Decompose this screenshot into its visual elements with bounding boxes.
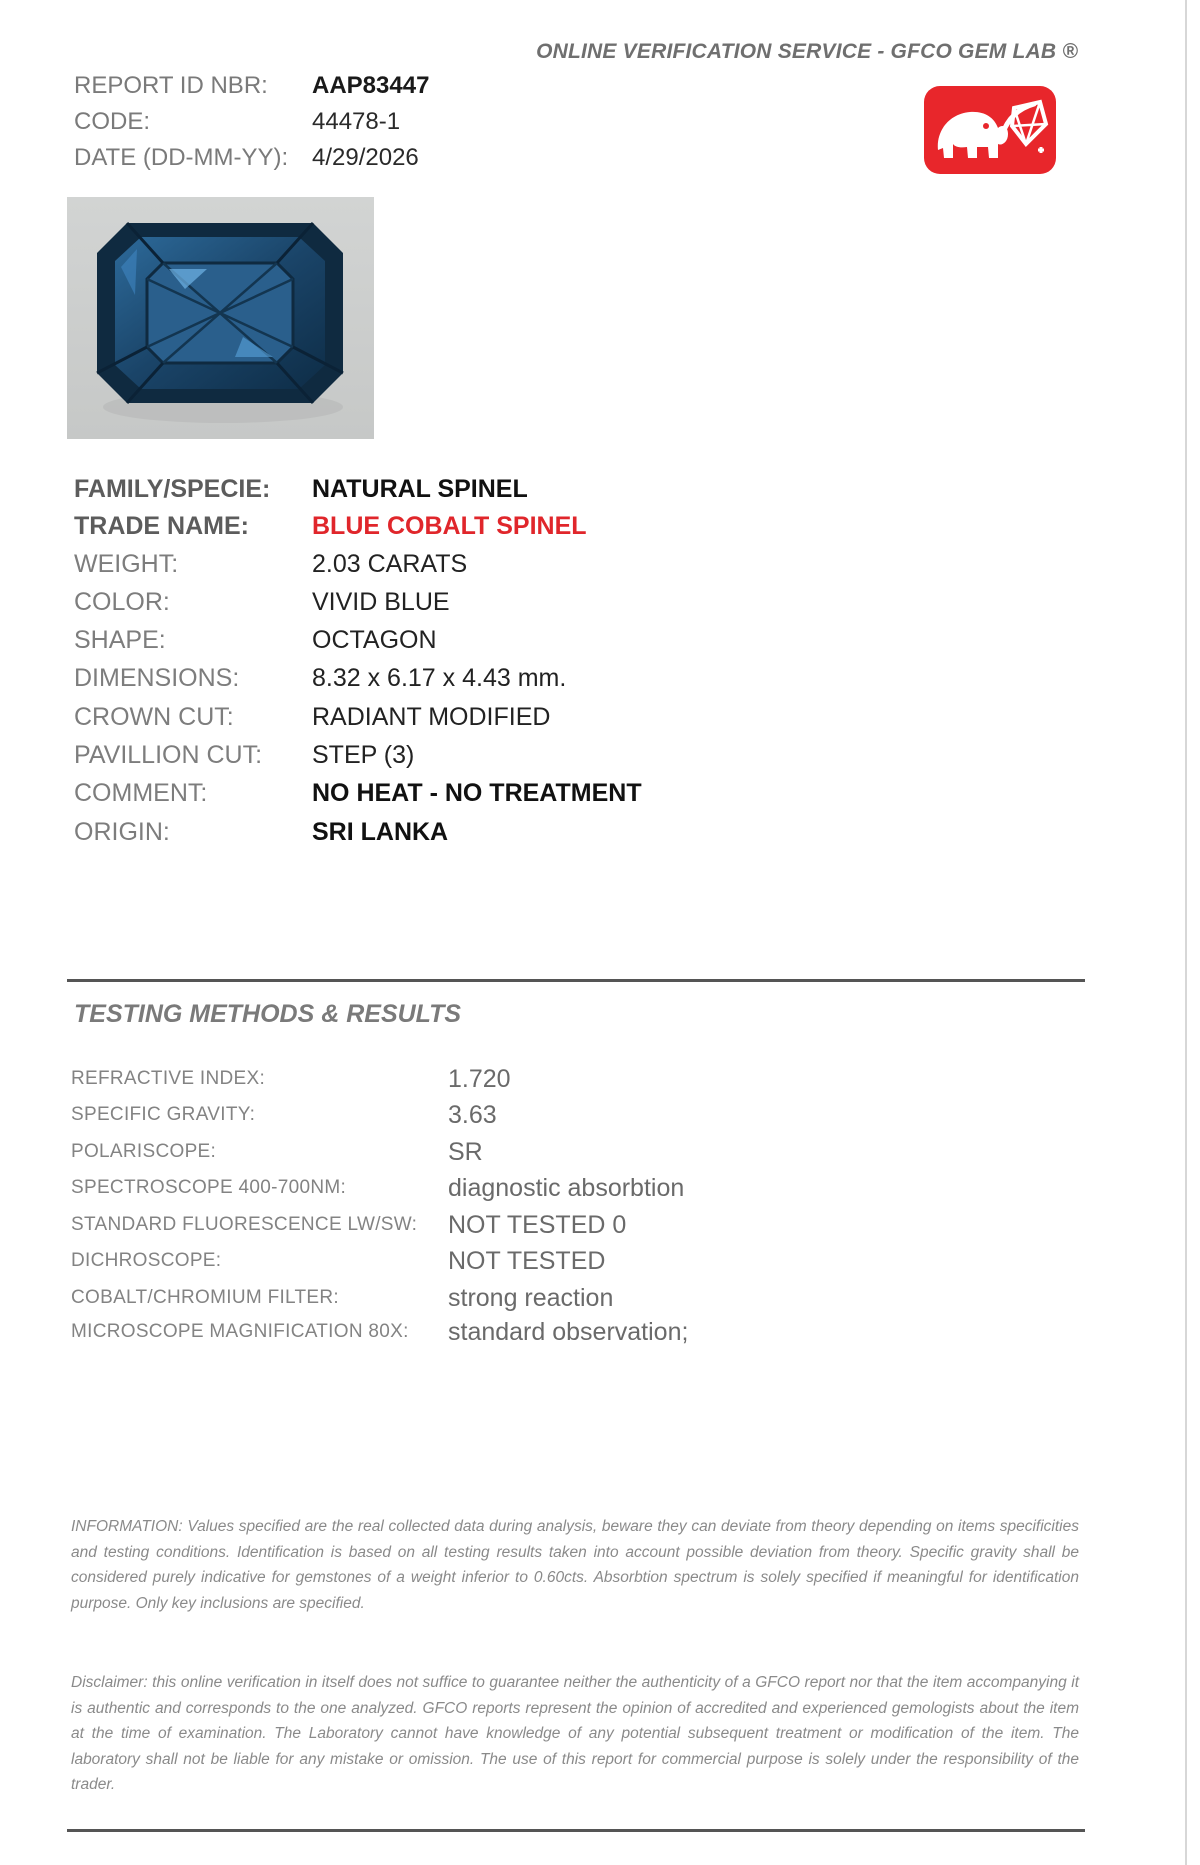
date-label: DATE (DD-MM-YY):: [74, 144, 289, 171]
date-value: 4/29/2026: [312, 144, 419, 171]
spec-label: FAMILY/SPECIE:: [74, 475, 271, 503]
test-value: strong reaction: [448, 1284, 614, 1312]
spec-value: RADIANT MODIFIED: [312, 703, 551, 731]
test-value: SR: [448, 1138, 483, 1166]
verification-service-title: ONLINE VERIFICATION SERVICE - GFCO GEM LAB ®: [536, 40, 1078, 63]
spec-value: NATURAL SPINEL: [312, 475, 528, 503]
test-value: diagnostic absorbtion: [448, 1174, 685, 1202]
report-id-label: REPORT ID NBR:: [74, 72, 268, 99]
test-label: REFRACTIVE INDEX:: [71, 1068, 266, 1089]
spec-label: WEIGHT:: [74, 550, 179, 578]
gem-photo: [67, 197, 374, 439]
spec-label: SHAPE:: [74, 626, 166, 654]
report-id-value: AAP83447: [312, 72, 430, 99]
test-value: 1.720: [448, 1065, 511, 1093]
octagon-blue-spinel-gem-icon: [67, 197, 374, 439]
test-label: SPECIFIC GRAVITY:: [71, 1104, 256, 1125]
spec-value: 2.03 CARATS: [312, 550, 468, 578]
spec-label: COMMENT:: [74, 779, 208, 807]
page-edge: [1185, 0, 1187, 1865]
spec-value: NO HEAT - NO TREATMENT: [312, 779, 642, 807]
spec-label: TRADE NAME:: [74, 512, 249, 540]
gfco-elephant-gem-logo-icon: [922, 84, 1058, 176]
spec-label: COLOR:: [74, 588, 170, 616]
spec-value: STEP (3): [312, 741, 415, 769]
test-value: standard observation;: [448, 1318, 689, 1346]
test-label: DICHROSCOPE:: [71, 1250, 222, 1271]
test-label: SPECTROSCOPE 400-700NM:: [71, 1177, 347, 1198]
spec-value: VIVID BLUE: [312, 588, 450, 616]
testing-section-title: TESTING METHODS & RESULTS: [74, 1000, 462, 1028]
spec-label: CROWN CUT:: [74, 703, 234, 731]
test-value: NOT TESTED 0: [448, 1211, 627, 1239]
spec-value: OCTAGON: [312, 626, 437, 654]
spec-label: ORIGIN:: [74, 818, 170, 846]
test-value: NOT TESTED: [448, 1247, 606, 1275]
spec-value: 8.32 x 6.17 x 4.43 mm.: [312, 664, 567, 692]
code-label: CODE:: [74, 108, 151, 135]
section-divider: [67, 979, 1085, 982]
test-label: COBALT/CHROMIUM FILTER:: [71, 1287, 339, 1308]
bottom-divider: [67, 1829, 1085, 1832]
spec-value: SRI LANKA: [312, 818, 449, 846]
code-value: 44478-1: [312, 108, 401, 135]
test-value: 3.63: [448, 1101, 497, 1129]
spec-value: BLUE COBALT SPINEL: [312, 512, 587, 540]
disclaimer-note: Disclaimer: this online verification in itself does not suffice to guarantee neither the authenticity of a GFCO report nor that the item accompanying it is authentic and corresponds to the one analyzed. GFCO reports represent the opinion of accredited and experienced gemologists about the item at the time of examination. The Laboratory cannot have knowledge of any potential subsequent treatment or modification of the item. The laboratory shall not be liable for any mistake or omission. The use of this report for commercial purpose is solely under the responsibility of the trader.: [71, 1674, 1079, 1793]
test-label: POLARISCOPE:: [71, 1141, 217, 1162]
test-label: STANDARD FLUORESCENCE LW/SW:: [71, 1214, 418, 1235]
spec-label: DIMENSIONS:: [74, 664, 240, 692]
information-note: INFORMATION: Values specified are the real collected data during analysis, beware they can deviate from theory depending on items specificities and testing conditions. Identification is based on all testing results taken into account possible deviation from theory. Specific gravity shall be considered purely indicative for gemstones of a weight inferior to 0.60cts. Absorbtion spectrum is solely specified if meaningful for identification purpose. Only key inclusions are specified.: [71, 1518, 1079, 1612]
spec-label: PAVILLION CUT:: [74, 741, 263, 769]
test-label: MICROSCOPE MAGNIFICATION 80X:: [71, 1321, 409, 1342]
